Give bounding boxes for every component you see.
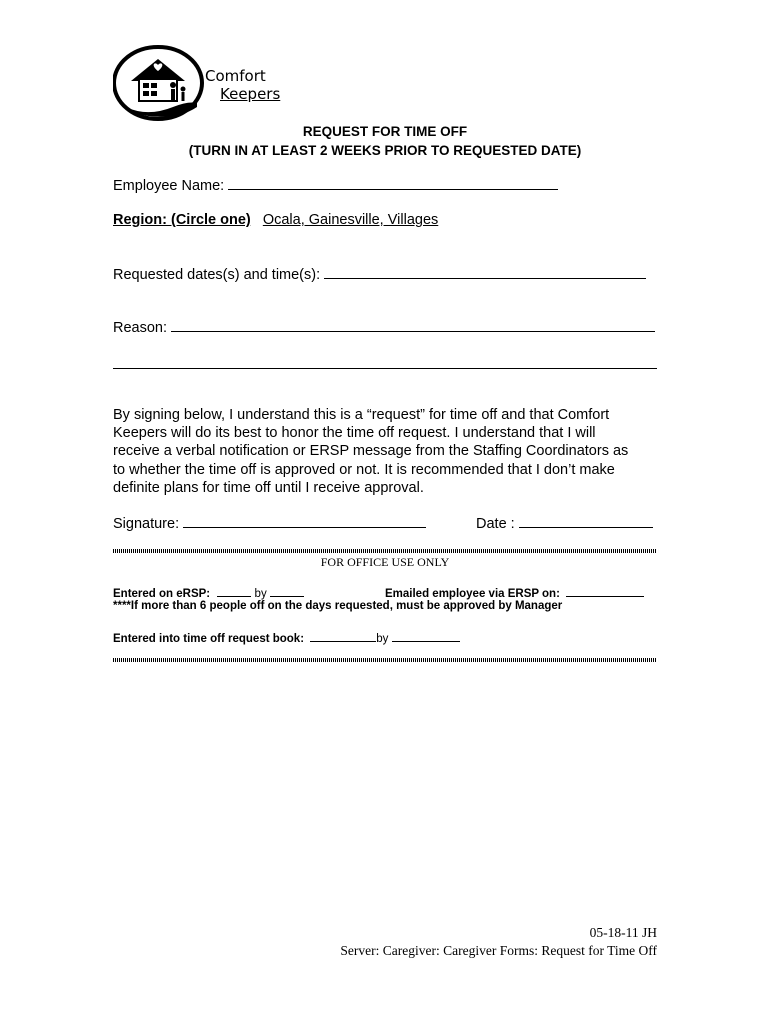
- footer-date-code: 05-18-11 JH: [589, 925, 657, 940]
- office-use-heading: FOR OFFICE USE ONLY: [320, 555, 450, 569]
- entered-ersp-label: Entered on eRSP:: [113, 588, 211, 600]
- time-off-book-by-label: by: [376, 633, 389, 645]
- entered-ersp-field[interactable]: [217, 585, 251, 597]
- date-label: Date :: [476, 516, 515, 532]
- emailed-employee-row: [385, 585, 644, 600]
- comfort-keepers-logo: [113, 45, 298, 123]
- footer-file-path: Server: Caregiver: Caregiver Forms: Request for Time Off: [340, 943, 657, 958]
- employee-name-label: Employee Name:: [113, 178, 225, 194]
- approval-note: ****If more than 6 people off on the days requested, must be approved by Manager: [113, 600, 563, 612]
- time-off-book-row: [113, 630, 460, 645]
- logo-text-comfort: Comfort: [205, 67, 266, 85]
- reason-row: [113, 318, 655, 336]
- time-off-book-field[interactable]: [310, 630, 376, 642]
- region-label: Region: (Circle one): [113, 212, 251, 228]
- reason-field[interactable]: [171, 318, 655, 332]
- logo-text-keepers: Keepers: [220, 85, 281, 103]
- form-title: REQUEST FOR TIME OFF: [302, 124, 468, 139]
- reason-label: Reason:: [113, 320, 168, 336]
- emailed-employee-label: Emailed employee via ERSP on:: [385, 588, 560, 600]
- acknowledgement-paragraph: [113, 406, 661, 497]
- paragraph-line: By signing below, I understand this is a “request” for time off and that Comfort: [113, 407, 610, 423]
- requested-dates-field[interactable]: [324, 265, 646, 279]
- requested-dates-row: [113, 265, 646, 283]
- time-off-book-label: Entered into time off request book:: [113, 633, 305, 645]
- section-divider-bottom: [113, 658, 657, 662]
- signature-label: Signature:: [113, 516, 180, 532]
- entered-ersp-by-label: by: [254, 588, 267, 600]
- form-subtitle: (TURN IN AT LEAST 2 WEEKS PRIOR TO REQUESTED DATE): [188, 143, 582, 158]
- region-options[interactable]: Ocala, Gainesville, Villages: [262, 212, 439, 228]
- employee-name-row: [113, 176, 558, 194]
- employee-name-field[interactable]: [228, 176, 558, 190]
- signature-row: [113, 514, 426, 532]
- date-row: [476, 514, 653, 532]
- requested-dates-label: Requested dates(s) and time(s):: [113, 267, 321, 283]
- emailed-employee-field[interactable]: [566, 585, 644, 597]
- paragraph-line: to whether the time off is approved or not. It is recommended that I don’t make: [113, 461, 615, 478]
- reason-field-line2[interactable]: [113, 368, 657, 369]
- entered-ersp-row: [113, 585, 304, 600]
- signature-field[interactable]: [183, 514, 426, 528]
- time-off-book-by-field[interactable]: [392, 630, 460, 642]
- paragraph-line: Keepers will do its best to honor the time off request. I understand that I will: [113, 425, 596, 442]
- date-field[interactable]: [519, 514, 653, 528]
- entered-ersp-by-field[interactable]: [270, 585, 304, 597]
- section-divider-top: [113, 549, 657, 553]
- paragraph-line: definite plans for time off until I receive approval.: [113, 479, 424, 496]
- paragraph-line: receive a verbal notification or ERSP message from the Staffing Coordinators as: [113, 443, 629, 460]
- region-row: [113, 212, 438, 228]
